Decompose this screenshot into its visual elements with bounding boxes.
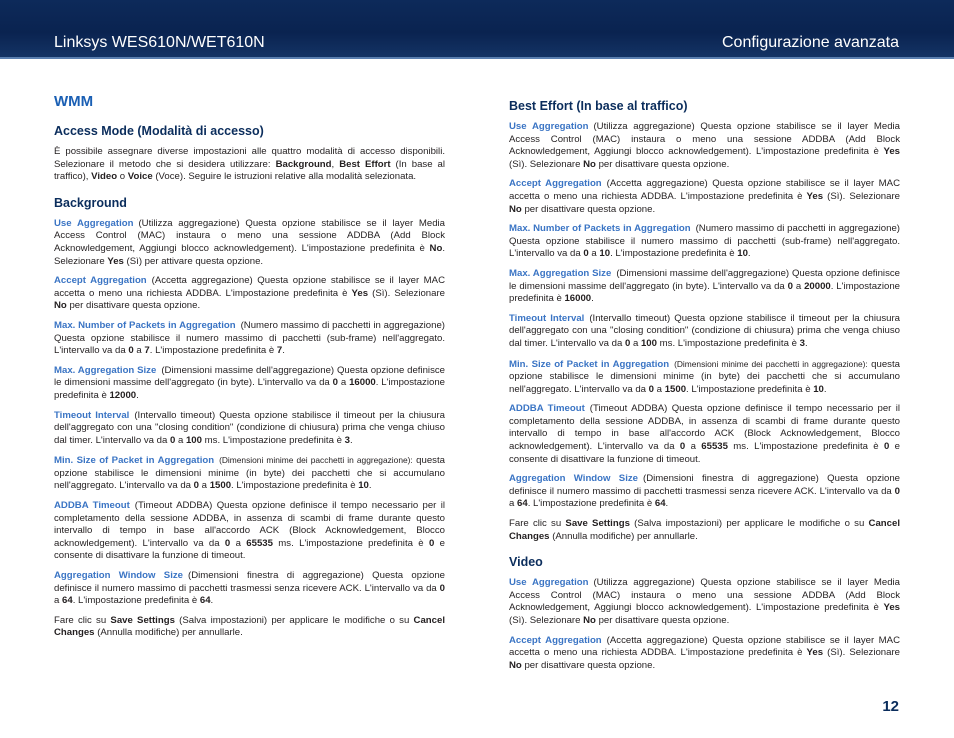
- text: .: [591, 293, 594, 305]
- text: (Sì). Selezionare: [823, 647, 900, 659]
- text: (Sì). Selezionare: [823, 190, 900, 202]
- text: a: [337, 377, 350, 389]
- max-aggregation-size-paragraph: [54, 365, 445, 403]
- background-heading: Background: [54, 195, 127, 210]
- text: a: [588, 248, 600, 260]
- text: (Dimensioni minime dei pacchetti in aggregazione):: [674, 358, 868, 369]
- text: Fare clic su: [509, 518, 566, 530]
- text: (Dimensioni finestra di aggregazione) Questa opzione definisce il numero massimo di pacchetti trasmessi senza ricevere ACK. L'intervallo va da: [509, 473, 901, 497]
- text: (Intervallo timeout) Questa opzione stabilisce il timeout per la chiusura dell'aggregato con una "closing condition" (condizione di chiusura) prima che venga chiuso dal timer. L'intervallo va da: [54, 409, 445, 446]
- term-label: Use Aggregation: [509, 577, 589, 589]
- text: e consente di disattivare la funzione di timeout.: [54, 537, 445, 562]
- text: (Salva impostazioni) per applicare le modifiche o su: [629, 518, 869, 530]
- text: per disattivare questa opzione.: [521, 203, 656, 215]
- text: .: [823, 383, 827, 395]
- term-label: Min. Size of Packet in Aggregation: [54, 455, 215, 467]
- min-packet-size-paragraph: [54, 454, 445, 493]
- page-number: 12: [882, 698, 899, 715]
- text: (Utilizza aggregazione) Questa opzione stabilisce se il layer Media Access Control (MAC) instaura o meno una sessione ADDBA (Add Block Acknowledgement, Aggiungi blocco acknowledgement). L'impostazione predefinita è: [509, 577, 901, 614]
- bold-text: 16000: [564, 293, 592, 305]
- text: a: [133, 345, 145, 357]
- term-label: Max. Number of Packets in Aggregation: [54, 319, 236, 331]
- text: ms. L'impostazione predefinita è: [727, 441, 884, 453]
- bold-text: Yes: [806, 190, 824, 202]
- term-label: Min. Size of Packet in Aggregation: [509, 358, 670, 370]
- bold-text: 3: [344, 434, 350, 446]
- text: (Sì). Selezionare: [509, 615, 584, 626]
- text: (Timeout ADDBA) Questa opzione definisce il tempo necessario per il completamento della sessione ADDBA, in assenza di scambi di frame durante questo intervallo di tempo in base all'accordo ACK (Block Acknowledgement, Blocco acknowledgement). L'intervallo va da: [509, 403, 900, 453]
- bold-text: Cancel Changes: [509, 518, 901, 542]
- text: (Numero massimo di pacchetti in aggregazione) Questa opzione stabilisce il numero massimo di pacchetti (sub-frame) nell'aggregato. L'intervallo va da: [509, 223, 900, 260]
- term-label: Max. Aggregation Size: [509, 267, 612, 279]
- term-label: Accept Aggregation: [509, 178, 602, 190]
- text: . L'impostazione predefinita è: [610, 248, 738, 260]
- text: a: [630, 337, 641, 349]
- addba-timeout-paragraph: [54, 500, 445, 563]
- right-column: [509, 93, 900, 679]
- text: a: [199, 480, 210, 492]
- bold-text: 0: [332, 377, 338, 389]
- bold-text: 10: [737, 248, 748, 260]
- text: per disattivare questa opzione.: [595, 158, 730, 170]
- text: ms. L'impostazione predefinita è: [656, 337, 800, 349]
- text: È possibile assegnare diverse impostazioni alle quattro modalità di accesso disponibili. Selezionare il metodo che si desidera utilizzare:: [54, 146, 445, 170]
- text: . L'impostazione predefinita è: [231, 480, 359, 492]
- text: ms. L'impostazione predefinita è: [272, 537, 429, 549]
- text: . L'impostazione predefinita è: [527, 498, 655, 510]
- bold-text: Yes: [883, 146, 900, 158]
- term-label: Timeout Interval: [54, 409, 130, 421]
- text: a: [54, 595, 63, 607]
- bold-text: 64: [654, 498, 666, 510]
- text: (Utilizza aggregazione) Questa opzione stabilisce se il layer Media Access Control (MAC) instaura o meno una sessione ADDBA (Add Block Acknowledgement, Aggiungi blocco acknowledgement). L'impostazione predefinita è: [509, 121, 901, 158]
- bold-text: 64: [517, 498, 528, 510]
- text: a: [654, 383, 665, 395]
- text: (Voce). Seguire le istruzioni relative alla modalità selezionata.: [152, 171, 417, 183]
- text: . L'impostazione predefinita è: [509, 280, 900, 305]
- text: (Accetta aggregazione) Questa opzione stabilisce se il layer MAC accetta o meno una richiesta ADDBA. L'impostazione predefinita è: [54, 275, 445, 299]
- text: .: [747, 248, 751, 260]
- term-label: Use Aggregation: [54, 217, 134, 229]
- accept-aggregation-paragraph: [509, 178, 900, 216]
- timeout-interval-paragraph: [509, 313, 900, 351]
- text: (Sì) per attivare questa opzione.: [123, 255, 264, 267]
- bold-text: Cancel Changes: [54, 614, 446, 639]
- text: . Selezionare: [54, 242, 445, 267]
- text: a: [685, 441, 702, 453]
- left-column: [54, 93, 445, 647]
- bold-text: Yes: [883, 602, 900, 614]
- text: . L'impostazione predefinita è: [686, 383, 814, 395]
- aggregation-window-paragraph: [54, 570, 445, 608]
- text: (Accetta aggregazione) Questa opzione stabilisce se il layer MAC accetta o meno una richiesta ADDBA. L'impostazione predefinita è: [509, 634, 900, 659]
- bold-text: No: [54, 300, 67, 312]
- bold-text: 0: [583, 248, 589, 260]
- bold-text: 0: [193, 480, 200, 492]
- text: (Annulla modifiche) per annullarle.: [549, 530, 698, 542]
- bold-text: 20000: [804, 280, 831, 292]
- bold-text: 0: [624, 337, 631, 349]
- max-aggregation-size-paragraph: [509, 268, 900, 306]
- term-label: ADDBA Timeout: [54, 500, 130, 512]
- text: per disattivare questa opzione.: [521, 659, 656, 671]
- bold-text: 0: [428, 537, 435, 549]
- text: (Intervallo timeout) Questa opzione stabilisce il timeout per la chiusura dell'aggregato con una "closing condition" (condizione di chiusura) prima che venga chiuso dal timer. L'intervallo va da: [509, 312, 900, 349]
- text: (Timeout ADDBA) Questa opzione definisce il tempo necessario per il completamento della sessione ADDBA, in assenza di scambi di frame durante questo intervallo di tempo in base all'accordo ACK (Block Acknowledgement, Blocco acknowledgement). L'intervallo va da: [54, 500, 445, 549]
- bold-text: 1500: [664, 383, 687, 395]
- bold-text: Background: [275, 158, 332, 170]
- text: .: [136, 389, 139, 401]
- bold-text: Yes: [107, 255, 124, 267]
- bold-text: 65535: [246, 537, 273, 549]
- bold-text: 12000: [109, 389, 137, 401]
- max-packets-paragraph: [54, 320, 445, 358]
- bold-text: Yes: [806, 647, 824, 659]
- term-label: Use Aggregation: [509, 121, 589, 132]
- term-label: Aggregation Window Size: [509, 473, 638, 485]
- term-label: Max. Number of Packets in Aggregation: [509, 223, 691, 235]
- bold-text: 1500: [209, 480, 232, 492]
- aggregation-window-paragraph: [509, 473, 900, 511]
- term-label: Accept Aggregation: [54, 275, 147, 287]
- section-title: WMM: [54, 93, 94, 110]
- text: (Numero massimo di pacchetti in aggregazione) Questa opzione stabilisce il numero massimo di pacchetti (sub-frame) nell'aggregato. L'intervallo va da: [54, 319, 445, 357]
- text: (Dimensioni massime dell'aggregazione) Questa opzione definisce le dimensioni massime dell'aggregato (in byte). L'intervallo va da: [54, 364, 445, 389]
- bold-text: 10: [813, 383, 824, 395]
- save-instructions-paragraph: [509, 518, 900, 543]
- text: .: [665, 498, 669, 510]
- bold-text: 64: [62, 595, 73, 607]
- text: (Sì). Selezionare: [368, 287, 445, 299]
- bold-text: No: [583, 158, 596, 170]
- text: (Annulla modifiche) per annullarle.: [94, 627, 243, 639]
- bold-text: 0: [648, 383, 655, 395]
- text: Fare clic su: [54, 614, 111, 626]
- text: .: [210, 595, 214, 607]
- text: (Dimensioni finestra di aggregazione) Questa opzione definisce il numero massimo di pacchetti trasmessi senza ricevere ACK. L'intervallo va da: [54, 570, 446, 594]
- text: ms. L'impostazione predefinita è: [201, 434, 345, 446]
- timeout-interval-paragraph: [54, 410, 445, 448]
- use-aggregation-paragraph: [509, 577, 900, 627]
- chapter-title: Configurazione avanzata: [721, 34, 899, 51]
- text: (In base al traffico),: [54, 158, 445, 183]
- text: ,: [331, 158, 340, 170]
- best-effort-heading: Best Effort (In base al traffico): [509, 99, 688, 113]
- text: a: [792, 280, 805, 292]
- bold-text: 7: [144, 345, 150, 357]
- bold-text: 3: [799, 337, 805, 349]
- bold-text: 0: [128, 345, 134, 357]
- bold-text: No: [509, 659, 522, 671]
- bold-text: 0: [679, 441, 686, 453]
- term-label: Timeout Interval: [509, 312, 585, 324]
- bold-text: No: [583, 615, 596, 626]
- bold-text: 0: [787, 280, 793, 292]
- access-mode-heading: Access Mode (Modalità di accesso): [54, 124, 264, 138]
- term-label: Accept Aggregation: [509, 634, 602, 646]
- min-packet-size-paragraph: [509, 358, 900, 397]
- bold-text: 0: [439, 582, 445, 594]
- term-label: Aggregation Window Size: [54, 570, 183, 582]
- bold-text: Yes: [351, 287, 369, 299]
- bold-text: 10: [358, 480, 369, 492]
- text: per disattivare questa opzione.: [595, 615, 730, 626]
- text: questa opzione stabilisce le dimensioni minime (in byte) dei pacchetti che si accumulano nell'aggregato. L'intervallo va da: [509, 358, 900, 395]
- bold-text: 0: [224, 537, 231, 549]
- bold-text: 7: [276, 345, 283, 357]
- text: .: [282, 345, 285, 357]
- bold-text: 64: [199, 595, 211, 607]
- use-aggregation-paragraph: [509, 121, 900, 171]
- access-mode-paragraph: [54, 146, 445, 184]
- bold-text: 65535: [701, 441, 728, 453]
- page-header: [0, 0, 954, 59]
- text: . L'impostazione predefinita è: [149, 345, 277, 357]
- text: (Salva impostazioni) per applicare le modifiche o su: [174, 614, 414, 626]
- bold-text: 0: [883, 441, 890, 453]
- header-divider: [0, 57, 954, 59]
- addba-timeout-paragraph: [509, 403, 900, 466]
- video-heading: Video: [509, 555, 543, 570]
- product-name: Linksys WES610N/WET610N: [54, 34, 265, 51]
- bold-text: Best Effort: [339, 158, 391, 170]
- text: (Accetta aggregazione) Questa opzione stabilisce se il layer MAC accetta o meno una richiesta ADDBA. L'impostazione predefinita è: [509, 178, 900, 202]
- text: .: [804, 337, 808, 349]
- text: a: [230, 537, 247, 549]
- bold-text: Voice: [127, 171, 153, 183]
- text: (Utilizza aggregazione) Questa opzione stabilisce se il layer Media Access Control (MAC) instaura o meno una sessione ADDBA (Add Block Acknowledgement, Aggiungi blocco acknowledgement). L'impostazione predefinita è: [54, 217, 446, 254]
- text: . L'impostazione predefinita è: [54, 377, 445, 401]
- text: questa opzione stabilisce le dimensioni minime (in byte) dei pacchetti che si accumulano nell'aggregato. L'intervallo va da: [54, 455, 445, 492]
- text: . L'impostazione predefinita è: [72, 595, 200, 607]
- bold-text: 10: [599, 248, 611, 260]
- text: o: [117, 171, 128, 183]
- text: a: [175, 434, 186, 446]
- text: (Sì). Selezionare: [509, 158, 584, 170]
- accept-aggregation-paragraph: [54, 275, 445, 313]
- bold-text: 100: [185, 434, 202, 446]
- bold-text: Save Settings: [110, 614, 175, 626]
- text: .: [368, 480, 372, 492]
- bold-text: No: [429, 242, 443, 254]
- text: .: [349, 434, 353, 446]
- bold-text: 0: [894, 485, 900, 497]
- term-label: ADDBA Timeout: [509, 403, 585, 415]
- bold-text: 0: [169, 434, 176, 446]
- term-label: Max. Aggregation Size: [54, 364, 157, 376]
- text: (Dimensioni minime dei pacchetti in aggregazione):: [219, 455, 413, 466]
- text: a: [509, 498, 518, 510]
- use-aggregation-paragraph: [54, 218, 445, 268]
- text: per disattivare questa opzione.: [66, 300, 201, 312]
- text: e consente di disattivare la funzione di timeout.: [509, 441, 900, 465]
- max-packets-paragraph: [509, 223, 900, 261]
- bold-text: Video: [91, 171, 118, 183]
- accept-aggregation-paragraph: [509, 635, 900, 673]
- text: (Dimensioni massime dell'aggregazione) Questa opzione definisce le dimensioni massime dell'aggregato (in byte). L'intervallo va da: [509, 267, 900, 292]
- save-instructions-paragraph: [54, 615, 445, 640]
- bold-text: 100: [640, 337, 657, 349]
- bold-text: No: [509, 203, 522, 215]
- bold-text: Save Settings: [565, 518, 630, 530]
- bold-text: 16000: [349, 377, 376, 389]
